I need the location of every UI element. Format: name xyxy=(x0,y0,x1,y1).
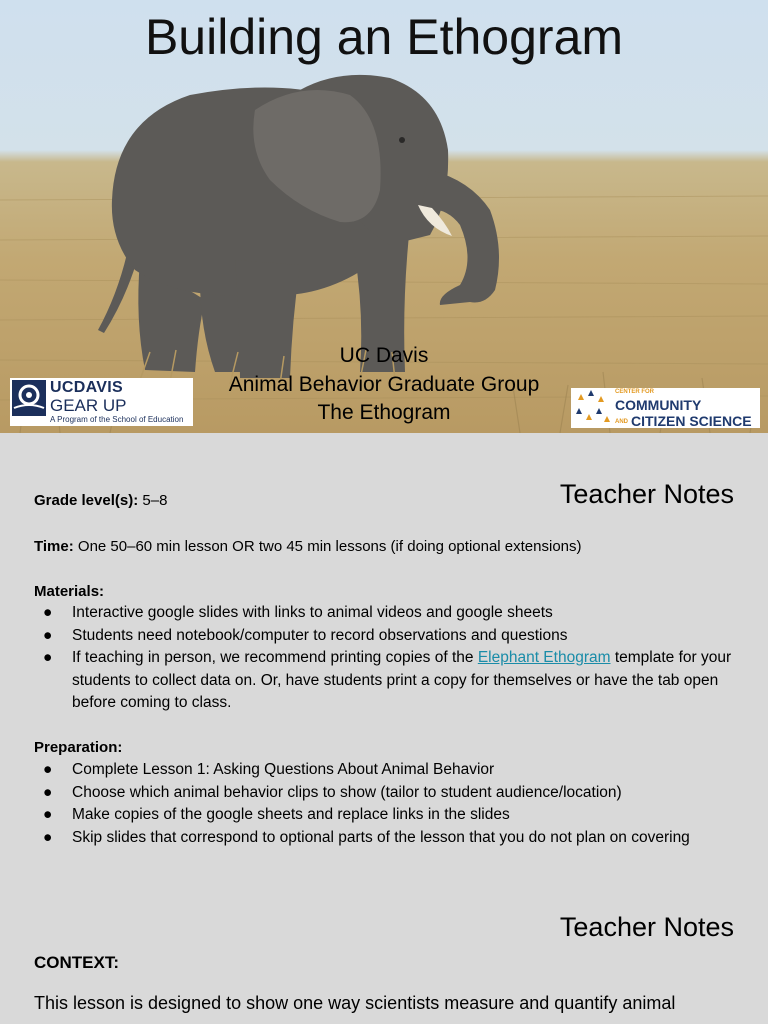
community-citizen-science-logo xyxy=(571,388,760,428)
time-value: One 50–60 min lesson OR two 45 min lessons (if doing optional extensions) xyxy=(73,538,582,555)
context-text: This lesson is designed to show one way scientists measure and quantify animal xyxy=(34,993,676,1013)
bullet-icon: ● xyxy=(43,761,53,778)
list-item xyxy=(34,782,744,805)
teacher-notes-heading-2: Teacher Notes xyxy=(559,912,734,942)
grade-level xyxy=(34,492,167,509)
gearup-tagline: A Program of the School of Education xyxy=(50,415,184,424)
bullet-icon: ● xyxy=(43,649,53,666)
list-item xyxy=(34,804,744,827)
list-item-text: If teaching in person, we recommend printing copies of the xyxy=(72,649,478,666)
list-item-text: Choose which animal behavior clips to show (tailor to student audience/location) xyxy=(72,783,622,801)
logo-community: COMMUNITY xyxy=(615,397,702,413)
stars-icon xyxy=(572,390,612,426)
teacher-notes-heading: Teacher Notes xyxy=(559,479,734,509)
list-item-text: Students need notebook/computer to record observations and questions xyxy=(72,626,568,644)
bullet-icon: ● xyxy=(43,783,53,801)
ucdavis-wordmark: UCDAVIS xyxy=(50,379,123,396)
subtitle-line-topic: The Ethogram xyxy=(317,401,451,424)
grade-level-value: 5–8 xyxy=(138,492,168,509)
bullet-icon: ● xyxy=(43,604,53,621)
time-label: Time: xyxy=(34,538,74,555)
presentation-title: Building an Ethogram xyxy=(144,9,624,65)
preparation-list xyxy=(34,759,744,849)
elephant-ethogram-link[interactable]: Elephant Ethogram xyxy=(477,649,611,666)
materials-list xyxy=(34,602,744,715)
context-label: CONTEXT: xyxy=(34,953,119,972)
list-item xyxy=(34,625,744,648)
list-item-text: Interactive google slides with links to animal videos and google sheets xyxy=(72,604,553,621)
grade-level-label: Grade level(s): xyxy=(34,492,139,509)
gear-icon xyxy=(12,380,46,416)
list-item-text: Make copies of the google sheets and replace links in the slides xyxy=(72,806,510,823)
preparation-label xyxy=(34,739,122,756)
materials-label-text: Materials: xyxy=(34,583,105,600)
gearup-wordmark: GEAR UP xyxy=(50,396,127,415)
bullet-icon: ● xyxy=(43,828,53,846)
list-item-text: Complete Lesson 1: Asking Questions About Animal Behavior xyxy=(72,761,495,778)
bullet-icon: ● xyxy=(43,806,53,823)
logo-center-for: CENTER FOR xyxy=(615,389,654,395)
logo-citizen-science xyxy=(615,413,752,429)
list-item xyxy=(34,759,744,782)
logo-citizen-science-text: CITIZEN SCIENCE xyxy=(631,413,752,429)
subtitle-line-group: Animal Behavior Graduate Group xyxy=(228,372,540,396)
list-item-text: template for your students to collect data on. Or, have students print a copy for themselves or have the tab open before coming to class. xyxy=(72,649,732,711)
list-item xyxy=(34,602,744,625)
preparation-label-text: Preparation: xyxy=(34,739,123,756)
title-slide xyxy=(0,0,768,433)
materials-label xyxy=(34,583,104,600)
list-item xyxy=(34,827,744,850)
subtitle-line-org: UC Davis xyxy=(339,344,429,367)
bullet-icon: ● xyxy=(43,626,53,644)
ucdavis-gearup-logo xyxy=(10,378,193,426)
time xyxy=(34,538,582,555)
list-item-text: Skip slides that correspond to optional parts of the lesson that you do not plan on covering xyxy=(72,828,690,846)
list-item xyxy=(34,647,744,715)
logo-and: AND xyxy=(615,419,628,426)
